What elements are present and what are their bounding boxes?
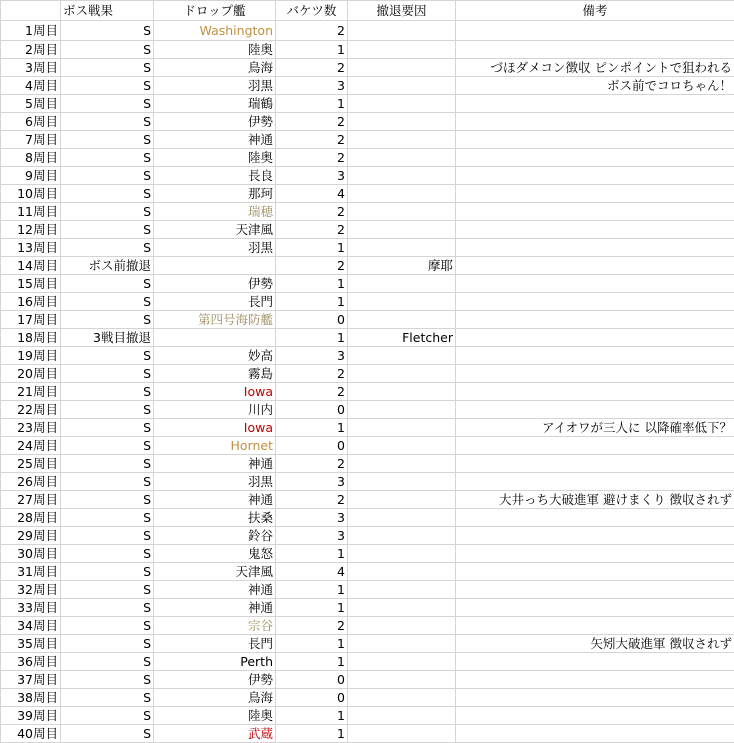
result-cell[interactable]: S: [61, 707, 154, 725]
result-cell[interactable]: S: [61, 653, 154, 671]
drop-ship-cell[interactable]: Iowa: [154, 419, 276, 437]
drop-ship-cell[interactable]: 長門: [154, 293, 276, 311]
buckets-cell[interactable]: 2: [276, 131, 348, 149]
table-row: [1, 257, 734, 275]
lap-cell[interactable]: 35周目: [1, 635, 61, 653]
drop-ship-cell[interactable]: 鳥海: [154, 689, 276, 707]
lap-cell[interactable]: 25周目: [1, 455, 61, 473]
table-row: [1, 473, 734, 491]
drop-ship-cell[interactable]: 陸奥: [154, 41, 276, 59]
note-cell[interactable]: [456, 365, 734, 383]
table-row: [1, 545, 734, 563]
buckets-cell[interactable]: 1: [276, 707, 348, 725]
result-cell[interactable]: S: [61, 41, 154, 59]
result-cell[interactable]: S: [61, 617, 154, 635]
drop-ship-cell[interactable]: 霧島: [154, 365, 276, 383]
lap-cell[interactable]: 7周目: [1, 131, 61, 149]
drop-ship-cell[interactable]: 伊勢: [154, 113, 276, 131]
drop-ship-cell[interactable]: 陸奥: [154, 707, 276, 725]
table-row: [1, 725, 734, 743]
result-cell[interactable]: S: [61, 149, 154, 167]
result-cell[interactable]: S: [61, 203, 154, 221]
buckets-cell[interactable]: 2: [276, 491, 348, 509]
table-row: [1, 293, 734, 311]
note-cell[interactable]: [456, 239, 734, 257]
reason-cell[interactable]: [348, 599, 456, 617]
buckets-cell[interactable]: 1: [276, 329, 348, 347]
buckets-cell[interactable]: 4: [276, 185, 348, 203]
reason-cell[interactable]: [348, 41, 456, 59]
result-cell[interactable]: S: [61, 365, 154, 383]
buckets-cell[interactable]: 2: [276, 365, 348, 383]
buckets-cell[interactable]: 2: [276, 21, 348, 41]
note-cell[interactable]: [456, 293, 734, 311]
lap-cell[interactable]: 2周目: [1, 41, 61, 59]
reason-cell[interactable]: [348, 689, 456, 707]
reason-cell[interactable]: [348, 509, 456, 527]
note-cell[interactable]: アイオワが三人に 以降確率低下？: [456, 419, 734, 437]
result-cell[interactable]: S: [61, 491, 154, 509]
result-cell[interactable]: S: [61, 419, 154, 437]
buckets-cell[interactable]: 3: [276, 473, 348, 491]
lap-cell[interactable]: 33周目: [1, 599, 61, 617]
drop-ship-cell[interactable]: Perth: [154, 653, 276, 671]
note-cell[interactable]: [456, 527, 734, 545]
result-cell[interactable]: S: [61, 671, 154, 689]
result-cell[interactable]: 3戦目撤退: [61, 329, 154, 347]
buckets-cell[interactable]: 3: [276, 347, 348, 365]
lap-cell[interactable]: 12周目: [1, 221, 61, 239]
lap-cell[interactable]: 40周目: [1, 725, 61, 743]
buckets-cell[interactable]: 0: [276, 401, 348, 419]
buckets-cell[interactable]: 1: [276, 293, 348, 311]
lap-cell[interactable]: 15周目: [1, 275, 61, 293]
note-cell[interactable]: [456, 221, 734, 239]
note-cell[interactable]: [456, 113, 734, 131]
reason-cell[interactable]: [348, 275, 456, 293]
note-cell[interactable]: [456, 41, 734, 59]
reason-cell[interactable]: [348, 131, 456, 149]
table-row: [1, 617, 734, 635]
lap-cell[interactable]: 14周目: [1, 257, 61, 275]
buckets-cell[interactable]: 3: [276, 509, 348, 527]
table-row: [1, 437, 734, 455]
note-cell[interactable]: [456, 95, 734, 113]
table-row: [1, 113, 734, 131]
note-cell[interactable]: [456, 581, 734, 599]
drop-ship-cell[interactable]: 瑞穂: [154, 203, 276, 221]
buckets-cell[interactable]: 1: [276, 581, 348, 599]
drop-ship-cell[interactable]: 妙高: [154, 347, 276, 365]
lap-cell[interactable]: 8周目: [1, 149, 61, 167]
buckets-cell[interactable]: 1: [276, 275, 348, 293]
reason-cell[interactable]: [348, 77, 456, 95]
note-cell[interactable]: づほダメコン徴収 ピンポイントで狙われる: [456, 59, 734, 77]
reason-cell[interactable]: [348, 473, 456, 491]
result-cell[interactable]: S: [61, 347, 154, 365]
drop-ship-cell[interactable]: 陸奥: [154, 149, 276, 167]
lap-cell[interactable]: 21周目: [1, 383, 61, 401]
drop-ship-cell[interactable]: 武蔵: [154, 725, 276, 743]
note-cell[interactable]: [456, 149, 734, 167]
drop-ship-cell[interactable]: 神通: [154, 455, 276, 473]
table-row: [1, 383, 734, 401]
table-row: [1, 581, 734, 599]
result-cell[interactable]: S: [61, 527, 154, 545]
drop-ship-cell[interactable]: Hornet: [154, 437, 276, 455]
table-row: [1, 167, 734, 185]
drop-ship-cell[interactable]: 羽黒: [154, 239, 276, 257]
lap-cell[interactable]: 39周目: [1, 707, 61, 725]
result-cell[interactable]: S: [61, 581, 154, 599]
lap-cell[interactable]: 3周目: [1, 59, 61, 77]
result-cell[interactable]: S: [61, 401, 154, 419]
lap-cell[interactable]: 18周目: [1, 329, 61, 347]
buckets-cell[interactable]: 0: [276, 689, 348, 707]
table-row: [1, 59, 734, 77]
result-cell[interactable]: S: [61, 185, 154, 203]
buckets-cell[interactable]: 2: [276, 59, 348, 77]
drop-ship-cell[interactable]: 第四号海防艦: [154, 311, 276, 329]
table-row: [1, 599, 734, 617]
note-cell[interactable]: [456, 509, 734, 527]
buckets-cell[interactable]: 1: [276, 239, 348, 257]
reason-cell[interactable]: [348, 491, 456, 509]
reason-cell[interactable]: [348, 167, 456, 185]
table-row: [1, 491, 734, 509]
lap-cell[interactable]: 24周目: [1, 437, 61, 455]
buckets-cell[interactable]: 0: [276, 437, 348, 455]
drop-ship-cell[interactable]: 羽黒: [154, 77, 276, 95]
table-row: [1, 275, 734, 293]
table-body: [1, 21, 734, 743]
lap-cell[interactable]: 28周目: [1, 509, 61, 527]
buckets-cell[interactable]: 2: [276, 113, 348, 131]
drop-ship-cell[interactable]: 鈴谷: [154, 527, 276, 545]
reason-cell[interactable]: [348, 437, 456, 455]
note-cell[interactable]: [456, 257, 734, 275]
result-cell[interactable]: S: [61, 725, 154, 743]
reason-cell[interactable]: [348, 545, 456, 563]
reason-cell[interactable]: [348, 401, 456, 419]
lap-cell[interactable]: 29周目: [1, 527, 61, 545]
drop-ship-cell[interactable]: 天津風: [154, 221, 276, 239]
note-cell[interactable]: [456, 131, 734, 149]
buckets-cell[interactable]: 2: [276, 617, 348, 635]
buckets-cell[interactable]: 1: [276, 41, 348, 59]
drop-ship-cell[interactable]: 長門: [154, 635, 276, 653]
reason-cell[interactable]: [348, 185, 456, 203]
result-cell[interactable]: S: [61, 599, 154, 617]
note-cell[interactable]: [456, 725, 734, 743]
note-cell[interactable]: [456, 383, 734, 401]
reason-cell[interactable]: [348, 365, 456, 383]
note-cell[interactable]: [456, 455, 734, 473]
buckets-cell[interactable]: 2: [276, 455, 348, 473]
drop-ship-cell[interactable]: 鳥海: [154, 59, 276, 77]
reason-cell[interactable]: [348, 239, 456, 257]
lap-cell[interactable]: 11周目: [1, 203, 61, 221]
lap-cell[interactable]: 22周目: [1, 401, 61, 419]
note-cell[interactable]: [456, 473, 734, 491]
drop-ship-cell[interactable]: Iowa: [154, 383, 276, 401]
drop-ship-cell[interactable]: 那珂: [154, 185, 276, 203]
note-cell[interactable]: [456, 21, 734, 41]
drop-ship-cell[interactable]: 伊勢: [154, 671, 276, 689]
table-row: [1, 707, 734, 725]
lap-cell[interactable]: 4周目: [1, 77, 61, 95]
lap-cell[interactable]: 32周目: [1, 581, 61, 599]
reason-cell[interactable]: [348, 635, 456, 653]
note-cell[interactable]: [456, 437, 734, 455]
note-cell[interactable]: [456, 401, 734, 419]
result-cell[interactable]: S: [61, 689, 154, 707]
table-row: [1, 221, 734, 239]
reason-cell[interactable]: [348, 311, 456, 329]
table-row: [1, 311, 734, 329]
result-cell[interactable]: ボス前撤退: [61, 257, 154, 275]
result-cell[interactable]: S: [61, 437, 154, 455]
reason-cell[interactable]: [348, 671, 456, 689]
drop-ship-cell[interactable]: Washington: [154, 21, 276, 41]
table-row: [1, 671, 734, 689]
result-cell[interactable]: S: [61, 21, 154, 41]
lap-cell[interactable]: 37周目: [1, 671, 61, 689]
drop-ship-cell[interactable]: [154, 329, 276, 347]
buckets-cell[interactable]: 3: [276, 167, 348, 185]
note-cell[interactable]: [456, 185, 734, 203]
drop-ship-cell[interactable]: 扶桑: [154, 509, 276, 527]
note-cell[interactable]: 矢矧大破進軍 徴収されず: [456, 635, 734, 653]
drop-ship-cell[interactable]: 鬼怒: [154, 545, 276, 563]
table-row: [1, 347, 734, 365]
header-notes-cell[interactable]: 備考: [456, 1, 734, 21]
note-cell[interactable]: [456, 707, 734, 725]
drop-ship-cell[interactable]: 長良: [154, 167, 276, 185]
result-cell[interactable]: S: [61, 473, 154, 491]
result-cell[interactable]: S: [61, 545, 154, 563]
buckets-cell[interactable]: 2: [276, 257, 348, 275]
note-cell[interactable]: [456, 599, 734, 617]
note-cell[interactable]: [456, 203, 734, 221]
buckets-cell[interactable]: 3: [276, 77, 348, 95]
reason-cell[interactable]: [348, 653, 456, 671]
lap-cell[interactable]: 26周目: [1, 473, 61, 491]
lap-cell[interactable]: 36周目: [1, 653, 61, 671]
reason-cell[interactable]: [348, 149, 456, 167]
result-cell[interactable]: S: [61, 635, 154, 653]
buckets-cell[interactable]: 1: [276, 545, 348, 563]
table-row: [1, 185, 734, 203]
reason-cell[interactable]: [348, 21, 456, 41]
drop-ship-cell[interactable]: 神通: [154, 599, 276, 617]
reason-cell[interactable]: [348, 419, 456, 437]
table-row: [1, 563, 734, 581]
reason-cell[interactable]: [348, 293, 456, 311]
reason-cell[interactable]: [348, 203, 456, 221]
header-buckets-cell[interactable]: バケツ数: [276, 1, 348, 21]
buckets-cell[interactable]: 4: [276, 563, 348, 581]
buckets-cell[interactable]: 0: [276, 311, 348, 329]
note-cell[interactable]: [456, 653, 734, 671]
buckets-cell[interactable]: 2: [276, 383, 348, 401]
lap-cell[interactable]: 13周目: [1, 239, 61, 257]
header-lap-cell[interactable]: [1, 1, 61, 21]
result-cell[interactable]: S: [61, 293, 154, 311]
table-row: [1, 401, 734, 419]
header-result-cell[interactable]: ボス戦果: [61, 1, 154, 21]
lap-cell[interactable]: 27周目: [1, 491, 61, 509]
result-cell[interactable]: S: [61, 275, 154, 293]
result-cell[interactable]: S: [61, 509, 154, 527]
reason-cell[interactable]: [348, 383, 456, 401]
reason-cell[interactable]: [348, 527, 456, 545]
lap-cell[interactable]: 9周目: [1, 167, 61, 185]
note-cell[interactable]: [456, 347, 734, 365]
reason-cell[interactable]: 摩耶: [348, 257, 456, 275]
lap-cell[interactable]: 6周目: [1, 113, 61, 131]
table-row: [1, 21, 734, 41]
buckets-cell[interactable]: 2: [276, 149, 348, 167]
result-cell[interactable]: S: [61, 239, 154, 257]
table-row: [1, 527, 734, 545]
table-row: [1, 455, 734, 473]
lap-cell[interactable]: 17周目: [1, 311, 61, 329]
buckets-cell[interactable]: 3: [276, 527, 348, 545]
drop-ship-cell[interactable]: 神通: [154, 131, 276, 149]
buckets-cell[interactable]: 2: [276, 221, 348, 239]
table-row: [1, 131, 734, 149]
note-cell[interactable]: [456, 563, 734, 581]
table-row: [1, 41, 734, 59]
reason-cell[interactable]: [348, 725, 456, 743]
lap-cell[interactable]: 31周目: [1, 563, 61, 581]
buckets-cell[interactable]: 1: [276, 419, 348, 437]
lap-cell[interactable]: 10周目: [1, 185, 61, 203]
lap-cell[interactable]: 34周目: [1, 617, 61, 635]
drop-ship-cell[interactable]: 羽黒: [154, 473, 276, 491]
reason-cell[interactable]: [348, 347, 456, 365]
reason-cell[interactable]: [348, 221, 456, 239]
reason-cell[interactable]: [348, 113, 456, 131]
result-cell[interactable]: S: [61, 95, 154, 113]
drop-ship-cell[interactable]: 神通: [154, 581, 276, 599]
reason-cell[interactable]: [348, 563, 456, 581]
result-cell[interactable]: S: [61, 563, 154, 581]
reason-cell[interactable]: [348, 617, 456, 635]
buckets-cell[interactable]: 1: [276, 635, 348, 653]
note-cell[interactable]: [456, 311, 734, 329]
result-cell[interactable]: S: [61, 113, 154, 131]
reason-cell[interactable]: [348, 59, 456, 77]
drop-ship-cell[interactable]: 神通: [154, 491, 276, 509]
note-cell[interactable]: [456, 275, 734, 293]
table-row: [1, 635, 734, 653]
table-row: [1, 203, 734, 221]
drop-ship-cell[interactable]: 天津風: [154, 563, 276, 581]
drop-ship-cell[interactable]: 瑞鶴: [154, 95, 276, 113]
result-cell[interactable]: S: [61, 455, 154, 473]
table-row: [1, 365, 734, 383]
header-row: [1, 1, 734, 21]
note-cell[interactable]: 大井っち大破進軍 避けまくり 徴収されず: [456, 491, 734, 509]
table-row: [1, 95, 734, 113]
buckets-cell[interactable]: 1: [276, 599, 348, 617]
table-row: [1, 689, 734, 707]
result-cell[interactable]: S: [61, 167, 154, 185]
buckets-cell[interactable]: 1: [276, 653, 348, 671]
lap-cell[interactable]: 23周目: [1, 419, 61, 437]
reason-cell[interactable]: [348, 95, 456, 113]
table-row: [1, 653, 734, 671]
table-row: [1, 77, 734, 95]
reason-cell[interactable]: Fletcher: [348, 329, 456, 347]
result-cell[interactable]: S: [61, 221, 154, 239]
note-cell[interactable]: [456, 167, 734, 185]
buckets-cell[interactable]: 1: [276, 725, 348, 743]
note-cell[interactable]: [456, 689, 734, 707]
reason-cell[interactable]: [348, 581, 456, 599]
note-cell[interactable]: [456, 671, 734, 689]
lap-cell[interactable]: 16周目: [1, 293, 61, 311]
drop-ship-cell[interactable]: 川内: [154, 401, 276, 419]
result-cell[interactable]: S: [61, 383, 154, 401]
lap-cell[interactable]: 30周目: [1, 545, 61, 563]
table-row: [1, 149, 734, 167]
header-reason-cell[interactable]: 撤退要因: [348, 1, 456, 21]
table-row: [1, 509, 734, 527]
drop-ship-cell[interactable]: [154, 257, 276, 275]
table-row: [1, 239, 734, 257]
table-row: [1, 419, 734, 437]
note-cell[interactable]: ボス前でコロちゃん！: [456, 77, 734, 95]
result-cell[interactable]: S: [61, 59, 154, 77]
reason-cell[interactable]: [348, 455, 456, 473]
lap-cell[interactable]: 19周目: [1, 347, 61, 365]
lap-cell[interactable]: 38周目: [1, 689, 61, 707]
reason-cell[interactable]: [348, 707, 456, 725]
drop-ship-cell[interactable]: 宗谷: [154, 617, 276, 635]
lap-cell[interactable]: 5周目: [1, 95, 61, 113]
buckets-cell[interactable]: 0: [276, 671, 348, 689]
buckets-cell[interactable]: 1: [276, 95, 348, 113]
lap-cell[interactable]: 1周目: [1, 21, 61, 41]
drop-ship-cell[interactable]: 伊勢: [154, 275, 276, 293]
note-cell[interactable]: [456, 545, 734, 563]
table-row: [1, 329, 734, 347]
header-drop-cell[interactable]: ドロップ艦: [154, 1, 276, 21]
buckets-cell[interactable]: 2: [276, 203, 348, 221]
result-cell[interactable]: S: [61, 311, 154, 329]
result-cell[interactable]: S: [61, 77, 154, 95]
lap-cell[interactable]: 20周目: [1, 365, 61, 383]
note-cell[interactable]: [456, 329, 734, 347]
note-cell[interactable]: [456, 617, 734, 635]
result-cell[interactable]: S: [61, 131, 154, 149]
